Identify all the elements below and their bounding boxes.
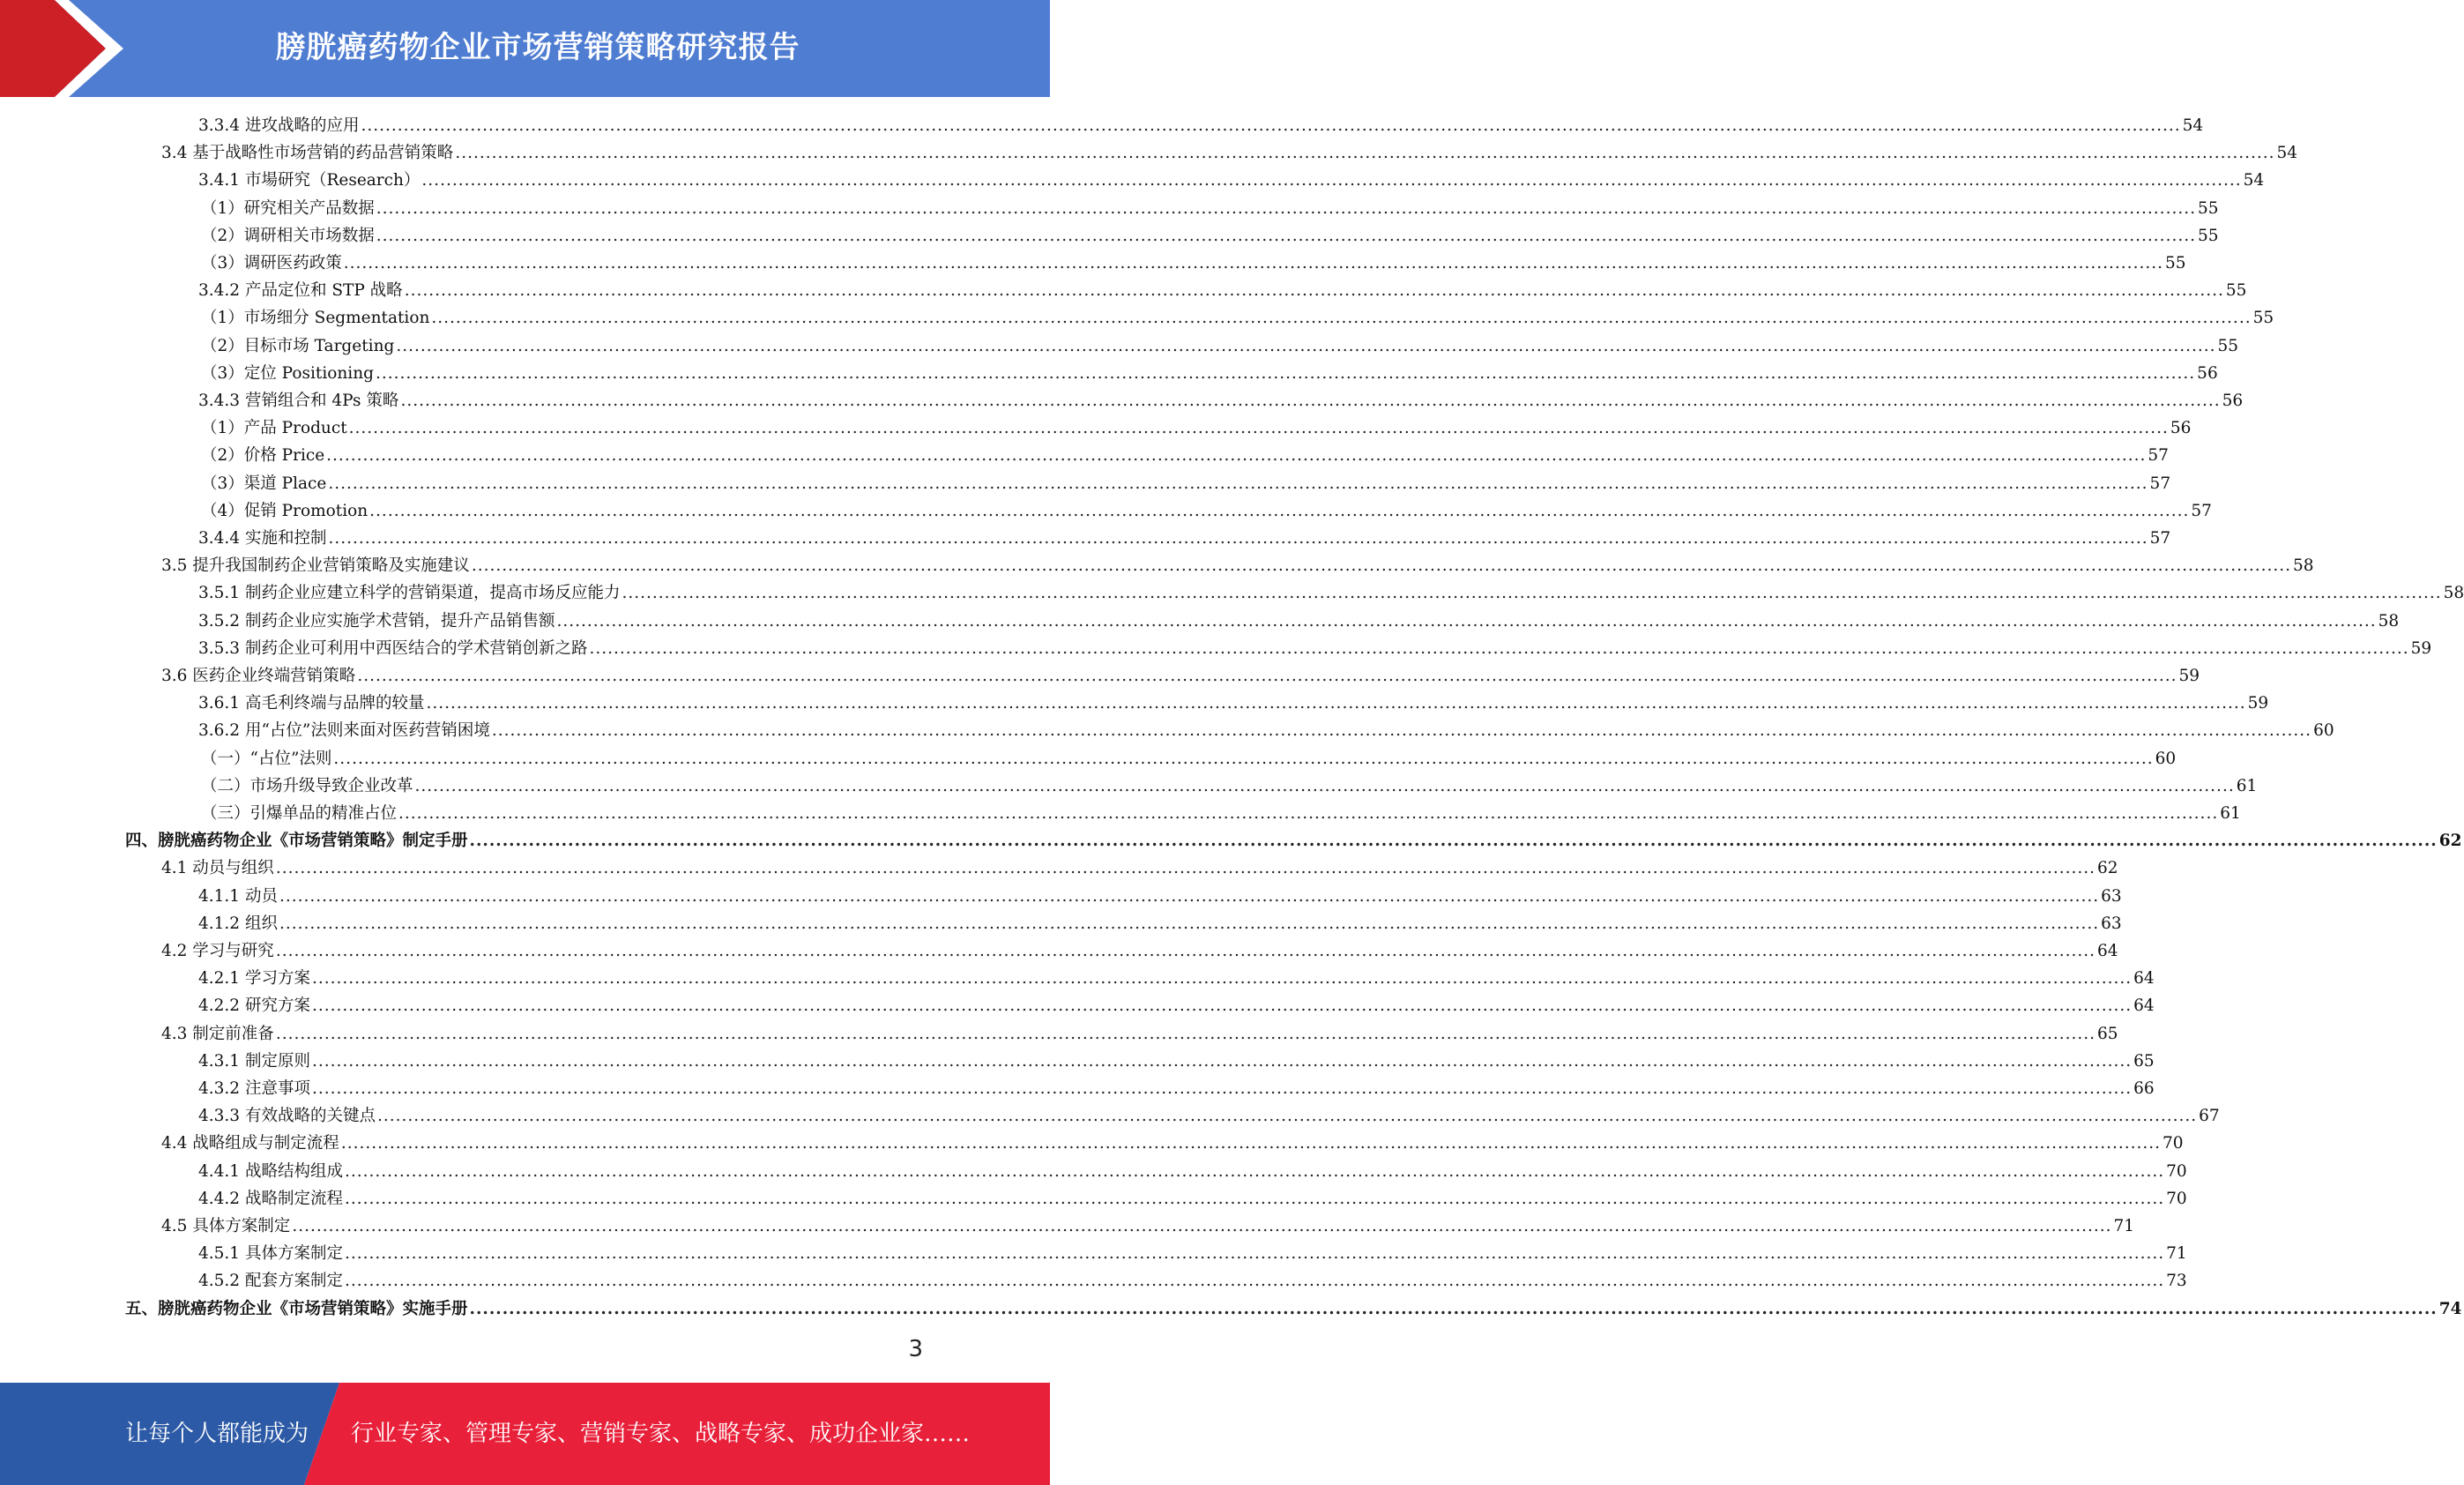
toc-leader-dots: ............................................................................................................................................................................................................................................................................................................ bbox=[340, 1134, 2161, 1153]
toc-leader-dots: ............................................................................................................................................................................................................................................................................................................ bbox=[328, 474, 2148, 493]
toc-entry[interactable] bbox=[201, 250, 2186, 277]
toc-entry-title: 4.4.2 战略制定流程 bbox=[198, 1189, 343, 1208]
toc-entry-page: 56 bbox=[2222, 392, 2244, 410]
toc-leader-dots: ............................................................................................................................................................................................................................................................................................................ bbox=[431, 309, 2252, 328]
toc-entry-page: 61 bbox=[2220, 804, 2241, 823]
toc-entry-page: 65 bbox=[2097, 1024, 2118, 1043]
toc-entry[interactable] bbox=[198, 1102, 2220, 1130]
toc-entry[interactable] bbox=[161, 1020, 2118, 1048]
toc-entry[interactable] bbox=[201, 800, 2241, 827]
toc-entry-title: 3.6 医药企业终端营销策略 bbox=[161, 667, 356, 685]
toc-leader-dots: ............................................................................................................................................................................................................................................................................................................ bbox=[326, 446, 2147, 466]
toc-entry-title: 3.5.3 制药企业可利用中西医结合的学术营销创新之路 bbox=[198, 638, 588, 658]
toc-entry-page: 57 bbox=[2149, 474, 2171, 493]
toc-leader-dots: ............................................................................................................................................................................................................................................................................................................ bbox=[279, 914, 2100, 933]
toc-entry[interactable] bbox=[198, 112, 2204, 139]
toc-entry-page: 63 bbox=[2101, 886, 2122, 906]
toc-entry-page: 61 bbox=[2236, 776, 2258, 795]
toc-leader-dots: ............................................................................................................................................................................................................................................................................................................ bbox=[369, 501, 2190, 520]
toc-leader-dots: ............................................................................................................................................................................................................................................................................................................ bbox=[279, 886, 2100, 906]
toc-leader-dots: ............................................................................................................................................................................................................................................................................................................ bbox=[292, 1217, 2112, 1235]
toc-entry[interactable] bbox=[161, 1130, 2184, 1157]
toc-entry-title: 4.2.1 学习方案 bbox=[198, 969, 310, 989]
toc-entry[interactable] bbox=[201, 772, 2258, 800]
toc-entry-page: 55 bbox=[2197, 226, 2219, 245]
toc-entry-title: 4.3.2 注意事项 bbox=[198, 1079, 310, 1098]
toc-entry-page: 59 bbox=[2178, 667, 2200, 685]
toc-entry[interactable] bbox=[161, 1213, 2135, 1240]
toc-leader-dots: ............................................................................................................................................................................................................................................................................................................ bbox=[311, 996, 2133, 1016]
toc-entry-page: 64 bbox=[2097, 942, 2118, 960]
toc-entry-title: 4.4 战略组成与制定流程 bbox=[161, 1134, 339, 1153]
page-number: 3 bbox=[908, 1336, 923, 1362]
toc-entry-page: 59 bbox=[2410, 638, 2432, 658]
toc-entry[interactable] bbox=[198, 167, 2265, 194]
toc-entry-title: 4.5.1 具体方案制定 bbox=[198, 1244, 343, 1264]
toc-entry-page: 65 bbox=[2133, 1051, 2155, 1071]
toc-entry-title: 3.4.1 市場研究（Research） bbox=[198, 171, 421, 190]
toc-leader-dots: ............................................................................................................................................................................................................................................................................................................ bbox=[275, 942, 2096, 960]
toc-entry[interactable] bbox=[198, 1267, 2187, 1295]
toc-entry-title: 3.5 提升我国制药企业营销策略及实施建议 bbox=[161, 556, 470, 576]
toc-entry-title: 4.3 制定前准备 bbox=[161, 1024, 274, 1043]
toc-entry[interactable] bbox=[198, 1048, 2155, 1075]
toc-entry-page: 54 bbox=[2243, 171, 2265, 190]
toc-entry[interactable] bbox=[201, 304, 2274, 332]
toc-entry-title: 4.5 具体方案制定 bbox=[161, 1217, 291, 1235]
toc-entry[interactable] bbox=[198, 717, 2334, 744]
toc-entry-page: 70 bbox=[2166, 1189, 2187, 1208]
toc-leader-dots: ............................................................................................................................................................................................................................................................................................................ bbox=[375, 363, 2196, 383]
toc-leader-dots: ............................................................................................................................................................................................................................................................................................................ bbox=[469, 1299, 2438, 1318]
footer-slogan-left: 让每个人都能成为 bbox=[125, 1421, 309, 1447]
toc-leader-dots: ............................................................................................................................................................................................................................................................................................................ bbox=[398, 804, 2219, 823]
toc-entry-title: 4.3.1 制定原则 bbox=[198, 1051, 310, 1071]
toc-entry-title: 3.4.2 产品定位和 STP 战略 bbox=[198, 281, 403, 301]
toc-entry[interactable] bbox=[201, 745, 2177, 772]
toc-entry-title: （3）定位 Positioning bbox=[201, 363, 374, 383]
toc-entry-page: 62 bbox=[2438, 832, 2462, 851]
toc-leader-dots: ............................................................................................................................................................................................................................................................................................................ bbox=[404, 281, 2224, 301]
toc-entry-title: 3.3.4 进攻战略的应用 bbox=[198, 116, 360, 135]
toc-leader-dots: ............................................................................................................................................................................................................................................................................................................ bbox=[275, 1024, 2096, 1043]
toc-entry-page: 74 bbox=[2438, 1299, 2462, 1318]
toc-entry-title: 4.3.3 有效战略的关键点 bbox=[198, 1107, 376, 1126]
toc-leader-dots: ............................................................................................................................................................................................................................................................................................................ bbox=[491, 721, 2312, 741]
toc-entry-title: （2）目标市场 Targeting bbox=[201, 336, 395, 355]
toc-entry-page: 64 bbox=[2133, 969, 2155, 989]
toc-entry-page: 70 bbox=[2163, 1134, 2184, 1153]
toc-leader-dots: ............................................................................................................................................................................................................................................................................................................ bbox=[400, 392, 2221, 410]
toc-leader-dots: ............................................................................................................................................................................................................................................................................................................ bbox=[471, 556, 2291, 576]
toc-entry-page: 70 bbox=[2166, 1161, 2187, 1181]
toc-entry[interactable] bbox=[201, 195, 2219, 222]
toc-entry[interactable] bbox=[198, 965, 2155, 992]
toc-leader-dots: ............................................................................................................................................................................................................................................................................................................ bbox=[348, 419, 2169, 438]
toc-entry-title: 3.6.2 用“占位”法则来面对医药营销困境 bbox=[198, 721, 490, 741]
toc-leader-dots: ............................................................................................................................................................................................................................................................................................................ bbox=[344, 1189, 2165, 1208]
toc-entry[interactable] bbox=[198, 690, 2269, 717]
toc-entry-page: 66 bbox=[2133, 1079, 2155, 1098]
toc-leader-dots: ............................................................................................................................................................................................................................................................................................................ bbox=[311, 1051, 2133, 1071]
toc-entry-title: （2）价格 Price bbox=[201, 446, 325, 466]
toc-leader-dots: ............................................................................................................................................................................................................................................................................................................ bbox=[311, 969, 2133, 989]
toc-entry-page: 58 bbox=[2443, 584, 2464, 603]
toc-leader-dots: ............................................................................................................................................................................................................................................................................................................ bbox=[343, 254, 2163, 272]
toc-entry-title: （3）渠道 Place bbox=[201, 474, 327, 493]
toc-entry-title: （二）市场升级导致企业改革 bbox=[201, 776, 413, 795]
toc-entry-page: 55 bbox=[2225, 281, 2247, 301]
toc-entry-page: 64 bbox=[2133, 996, 2155, 1016]
toc-entry-title: （2）调研相关市场数据 bbox=[201, 226, 375, 245]
toc-entry-title: 4.4.1 战略结构组成 bbox=[198, 1161, 343, 1181]
toc-entry-page: 56 bbox=[2170, 419, 2192, 438]
toc-leader-dots: ............................................................................................................................................................................................................................................................................................................ bbox=[396, 336, 2216, 355]
toc-entry[interactable] bbox=[161, 854, 2118, 882]
toc-entry[interactable] bbox=[198, 525, 2171, 552]
toc-entry[interactable] bbox=[198, 277, 2247, 304]
toc-entry[interactable] bbox=[198, 608, 2400, 635]
toc-entry-title: 3.5.1 制药企业应建立科学的营销渠道，提高市场反应能力 bbox=[198, 584, 621, 603]
toc-leader-dots: ............................................................................................................................................................................................................................................................................................................ bbox=[469, 832, 2438, 851]
toc-entry-title: （1）产品 Product bbox=[201, 419, 347, 438]
toc-leader-dots: ............................................................................................................................................................................................................................................................................................................ bbox=[622, 584, 2442, 603]
toc-entry[interactable] bbox=[198, 1158, 2187, 1185]
toc-entry-title: 4.1 动员与组织 bbox=[161, 859, 274, 878]
toc-entry-title: （三）引爆单品的精准占位 bbox=[201, 804, 398, 823]
toc-leader-dots: ............................................................................................................................................................................................................................................................................................................ bbox=[328, 529, 2148, 548]
toc-entry-page: 55 bbox=[2252, 309, 2274, 328]
toc-entry-page: 54 bbox=[2276, 144, 2298, 163]
footer-banner bbox=[0, 1383, 1050, 1485]
toc-entry[interactable] bbox=[201, 332, 2239, 360]
toc-leader-dots: ............................................................................................................................................................................................................................................................................................................ bbox=[344, 1272, 2165, 1291]
toc-leader-dots: ............................................................................................................................................................................................................................................................................................................ bbox=[376, 198, 2196, 218]
toc-leader-dots: ............................................................................................................................................................................................................................................................................................................ bbox=[344, 1161, 2165, 1181]
toc-entry[interactable] bbox=[125, 827, 2462, 854]
toc-entry-title: （1）研究相关产品数据 bbox=[201, 198, 375, 218]
toc-entry-page: 60 bbox=[2155, 749, 2177, 768]
toc-entry-title: （1）市场细分 Segmentation bbox=[201, 309, 430, 328]
toc-entry[interactable] bbox=[198, 635, 2432, 662]
toc-entry-title: （4）促销 Promotion bbox=[201, 501, 368, 520]
toc-entry-title: 五、膀胱癌药物企业《市场营销策略》实施手册 bbox=[125, 1299, 468, 1318]
toc-leader-dots: ............................................................................................................................................................................................................................................................................................................ bbox=[414, 776, 2235, 795]
toc-entry-title: 4.1.2 组织 bbox=[198, 914, 278, 933]
toc-entry-page: 57 bbox=[2148, 446, 2169, 466]
header-banner bbox=[0, 0, 1050, 97]
toc-entry[interactable] bbox=[201, 497, 2212, 525]
report-title: 膀胱癌药物企业市场营销策略研究报告 bbox=[275, 30, 800, 65]
toc-leader-dots: ............................................................................................................................................................................................................................................................................................................ bbox=[376, 226, 2196, 245]
toc-leader-dots: ............................................................................................................................................................................................................................................................................................................ bbox=[421, 171, 2242, 190]
toc-entry[interactable] bbox=[125, 1295, 2462, 1323]
toc-entry[interactable] bbox=[198, 910, 2122, 937]
toc-entry-page: 73 bbox=[2166, 1272, 2187, 1291]
toc-entry-page: 55 bbox=[2217, 336, 2239, 355]
toc-entry-title: （3）调研医药政策 bbox=[201, 254, 342, 272]
toc-entry[interactable] bbox=[161, 552, 2314, 579]
toc-entry-page: 71 bbox=[2166, 1244, 2187, 1264]
toc-entry-page: 55 bbox=[2164, 254, 2186, 272]
toc-leader-dots: ............................................................................................................................................................................................................................................................................................................ bbox=[311, 1079, 2133, 1098]
toc-entry[interactable] bbox=[201, 442, 2169, 469]
toc-entry[interactable] bbox=[161, 662, 2200, 690]
toc-entry-title: 4.2.2 研究方案 bbox=[198, 996, 310, 1016]
toc-entry-page: 59 bbox=[2247, 694, 2269, 713]
toc-leader-dots: ............................................................................................................................................................................................................................................................................................................ bbox=[333, 749, 2154, 768]
toc-entry[interactable] bbox=[201, 222, 2219, 250]
toc-entry-page: 55 bbox=[2197, 198, 2219, 218]
toc-entry-page: 57 bbox=[2149, 529, 2171, 548]
toc-entry-page: 54 bbox=[2182, 116, 2204, 135]
toc-entry[interactable] bbox=[201, 414, 2192, 442]
toc-leader-dots: ............................................................................................................................................................................................................................................................................................................ bbox=[455, 144, 2275, 163]
toc-entry-title: 4.2 学习与研究 bbox=[161, 942, 274, 960]
toc-leader-dots: ............................................................................................................................................................................................................................................................................................................ bbox=[426, 694, 2246, 713]
header-arrow-decoration bbox=[0, 0, 132, 97]
toc-entry-title: 3.4.4 实施和控制 bbox=[198, 529, 327, 548]
toc-entry-page: 58 bbox=[2293, 556, 2314, 576]
toc-entry-title: （一）“占位”法则 bbox=[201, 749, 332, 768]
toc-entry[interactable] bbox=[161, 139, 2298, 167]
toc-leader-dots: ............................................................................................................................................................................................................................................................................................................ bbox=[556, 611, 2377, 631]
toc-entry-page: 71 bbox=[2113, 1217, 2135, 1235]
toc-leader-dots: ............................................................................................................................................................................................................................................................................................................ bbox=[361, 116, 2181, 135]
toc-entry-page: 58 bbox=[2378, 611, 2400, 631]
toc-entry-title: 4.5.2 配套方案制定 bbox=[198, 1272, 343, 1291]
footer-slogan-right: 行业专家、管理专家、营销专家、战略专家、成功企业家…… bbox=[351, 1421, 971, 1447]
toc-leader-dots: ............................................................................................................................................................................................................................................................................................................ bbox=[344, 1244, 2165, 1264]
toc-entry-title: 3.4.3 营销组合和 4Ps 策略 bbox=[198, 392, 399, 410]
toc-entry[interactable] bbox=[198, 1240, 2187, 1267]
toc-entry[interactable] bbox=[198, 992, 2155, 1019]
toc-leader-dots: ............................................................................................................................................................................................................................................................................................................ bbox=[275, 859, 2096, 878]
toc-entry-page: 63 bbox=[2101, 914, 2122, 933]
toc-entry-title: 四、膀胱癌药物企业《市场营销策略》制定手册 bbox=[125, 832, 468, 851]
toc-entry-title: 3.6.1 高毛利终端与品牌的较量 bbox=[198, 694, 425, 713]
toc-entry-page: 62 bbox=[2097, 859, 2118, 878]
toc-leader-dots: ............................................................................................................................................................................................................................................................................................................ bbox=[357, 667, 2177, 685]
toc-entry[interactable] bbox=[201, 470, 2171, 497]
toc-entry[interactable] bbox=[161, 937, 2118, 965]
toc-leader-dots: ............................................................................................................................................................................................................................................................................................................ bbox=[589, 638, 2409, 658]
toc-entry[interactable] bbox=[198, 1185, 2187, 1213]
toc-entry-page: 57 bbox=[2191, 501, 2212, 520]
toc-entry-title: 3.4 基于战略性市场营销的药品营销策略 bbox=[161, 144, 454, 163]
toc-leader-dots: ............................................................................................................................................................................................................................................................................................................ bbox=[376, 1107, 2198, 1126]
toc-entry[interactable] bbox=[198, 1075, 2155, 1102]
toc-entry-page: 56 bbox=[2197, 363, 2218, 383]
toc-entry[interactable] bbox=[198, 883, 2122, 910]
toc-entry-page: 67 bbox=[2199, 1107, 2220, 1126]
toc-entry-page: 60 bbox=[2313, 721, 2334, 741]
toc-entry[interactable] bbox=[198, 579, 2464, 607]
toc-entry-title: 4.1.1 动员 bbox=[198, 886, 278, 906]
toc-entry[interactable] bbox=[201, 360, 2218, 387]
toc-entry-title: 3.5.2 制药企业应实施学术营销，提升产品销售额 bbox=[198, 611, 555, 631]
toc-entry[interactable] bbox=[198, 387, 2244, 414]
